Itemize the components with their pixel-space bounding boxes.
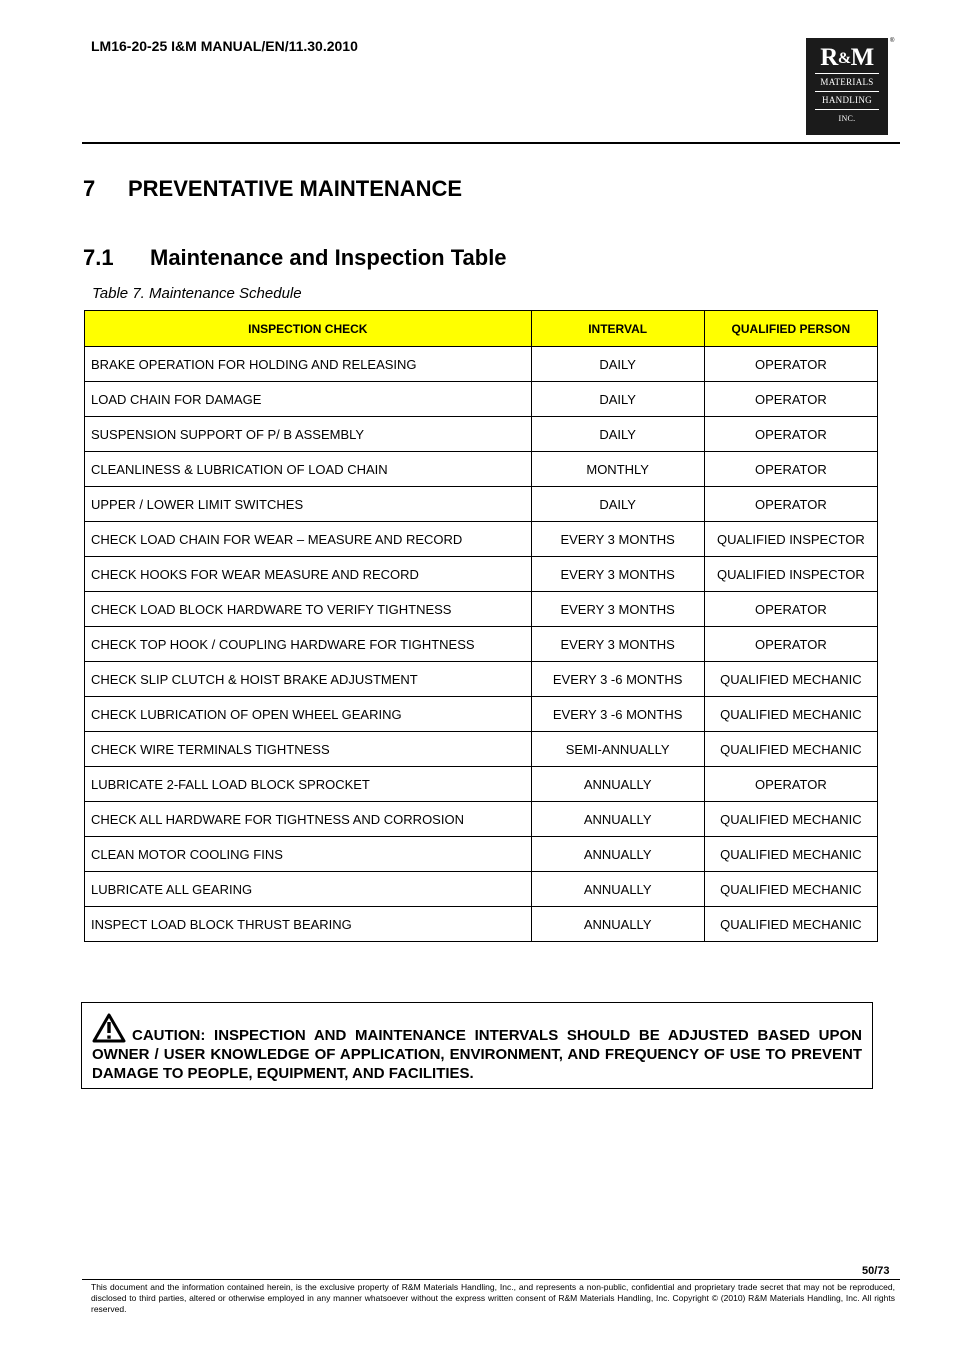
- cell-interval: DAILY: [531, 347, 704, 382]
- cell-inspection-check: CLEAN MOTOR COOLING FINS: [85, 837, 532, 872]
- table-row: [85, 347, 878, 382]
- table-row: [85, 382, 878, 417]
- cell-interval: ANNUALLY: [531, 767, 704, 802]
- header-qualified-person: QUALIFIED PERSON: [704, 311, 877, 347]
- logo-line-handling: HANDLING: [822, 95, 872, 105]
- cell-inspection-check: UPPER / LOWER LIMIT SWITCHES: [85, 487, 532, 522]
- table-row: [85, 907, 878, 942]
- cell-qualified-person: QUALIFIED MECHANIC: [704, 802, 877, 837]
- cell-inspection-check: BRAKE OPERATION FOR HOLDING AND RELEASING: [85, 347, 532, 382]
- cell-inspection-check: CHECK TOP HOOK / COUPLING HARDWARE FOR TIGHTNESS: [85, 627, 532, 662]
- logo-line-materials: MATERIALS: [820, 77, 874, 87]
- cell-interval: DAILY: [531, 382, 704, 417]
- cell-inspection-check: CHECK HOOKS FOR WEAR MEASURE AND RECORD: [85, 557, 532, 592]
- cell-qualified-person: QUALIFIED MECHANIC: [704, 697, 877, 732]
- cell-interval: EVERY 3 -6 MONTHS: [531, 662, 704, 697]
- section-number: 7: [83, 176, 96, 201]
- cell-inspection-check: INSPECT LOAD BLOCK THRUST BEARING: [85, 907, 532, 942]
- cell-qualified-person: QUALIFIED MECHANIC: [704, 907, 877, 942]
- cell-qualified-person: OPERATOR: [704, 767, 877, 802]
- cell-qualified-person: QUALIFIED MECHANIC: [704, 662, 877, 697]
- table-row: [85, 732, 878, 767]
- table-row: [85, 767, 878, 802]
- table-row: [85, 557, 878, 592]
- document-id: LM16-20-25 I&M MANUAL/EN/11.30.2010: [91, 38, 358, 54]
- cell-qualified-person: OPERATOR: [704, 382, 877, 417]
- table-row: [85, 662, 878, 697]
- cell-interval: MONTHLY: [531, 452, 704, 487]
- cell-interval: DAILY: [531, 487, 704, 522]
- table-header-row: [85, 311, 878, 347]
- table-row: [85, 452, 878, 487]
- cell-inspection-check: SUSPENSION SUPPORT OF P/ B ASSEMBLY: [85, 417, 532, 452]
- table-row: [85, 522, 878, 557]
- cell-inspection-check: CHECK SLIP CLUTCH & HOIST BRAKE ADJUSTMENT: [85, 662, 532, 697]
- table-row: [85, 837, 878, 872]
- cell-interval: ANNUALLY: [531, 837, 704, 872]
- cell-interval: ANNUALLY: [531, 872, 704, 907]
- cell-qualified-person: OPERATOR: [704, 417, 877, 452]
- cell-qualified-person: OPERATOR: [704, 592, 877, 627]
- warning-triangle-icon: [92, 1013, 126, 1043]
- cell-interval: EVERY 3 MONTHS: [531, 627, 704, 662]
- page-number: 50/73: [862, 1265, 890, 1277]
- logo-brand-r: R: [820, 44, 838, 71]
- table-row: [85, 697, 878, 732]
- table-row: [85, 487, 878, 522]
- subsection-title: Maintenance and Inspection Table: [150, 245, 507, 270]
- subsection-number: 7.1: [83, 245, 114, 270]
- table-row: [85, 627, 878, 662]
- logo-line-inc: INC.: [838, 114, 856, 123]
- cell-qualified-person: OPERATOR: [704, 627, 877, 662]
- cell-inspection-check: CHECK LUBRICATION OF OPEN WHEEL GEARING: [85, 697, 532, 732]
- cell-qualified-person: OPERATOR: [704, 487, 877, 522]
- cell-interval: ANNUALLY: [531, 907, 704, 942]
- table-caption: Table 7. Maintenance Schedule: [92, 285, 302, 302]
- cell-qualified-person: QUALIFIED MECHANIC: [704, 732, 877, 767]
- header-divider: [82, 142, 900, 144]
- cell-inspection-check: CHECK ALL HARDWARE FOR TIGHTNESS AND CORROSION: [85, 802, 532, 837]
- table-row: [85, 872, 878, 907]
- footer-divider: [82, 1279, 900, 1280]
- subsection-heading: [83, 245, 507, 271]
- table-row: [85, 802, 878, 837]
- caution-text: CAUTION: INSPECTION AND MAINTENANCE INTERVALS SHOULD BE ADJUSTED BASED UPON OWNER / USER KNOWLEDGE OF APPLICATION, ENVIRONMENT, AND FREQUENCY OF USE TO PREVENT DAMAGE TO PEOPLE, EQUIPMENT, AND FACILITIES.: [92, 1027, 862, 1082]
- cell-qualified-person: OPERATOR: [704, 347, 877, 382]
- registered-mark: ®: [890, 38, 895, 44]
- company-logo: [806, 38, 888, 135]
- cell-interval: EVERY 3 -6 MONTHS: [531, 697, 704, 732]
- cell-inspection-check: CHECK WIRE TERMINALS TIGHTNESS: [85, 732, 532, 767]
- cell-qualified-person: QUALIFIED MECHANIC: [704, 872, 877, 907]
- cell-inspection-check: CHECK LOAD BLOCK HARDWARE TO VERIFY TIGHTNESS: [85, 592, 532, 627]
- table-body: [85, 347, 878, 942]
- section-heading: [83, 176, 462, 202]
- maintenance-table: [84, 310, 878, 942]
- legal-notice: This document and the information contained herein, is the exclusive property of R&M Materials Handling, Inc., and represents a non-public, confidential and proprietary trade secret that may not be reproduced, disclosed to third parties, altered or otherwise employed in any manner whatsoever without the express written consent of R&M Materials Handling, Inc. Copyright © (2010) R&M Materials Handling, Inc. All rights reserved.: [91, 1282, 895, 1314]
- cell-interval: ANNUALLY: [531, 802, 704, 837]
- cell-inspection-check: CHECK LOAD CHAIN FOR WEAR – MEASURE AND RECORD: [85, 522, 532, 557]
- cell-interval: EVERY 3 MONTHS: [531, 592, 704, 627]
- cell-inspection-check: LUBRICATE 2-FALL LOAD BLOCK SPROCKET: [85, 767, 532, 802]
- cell-interval: DAILY: [531, 417, 704, 452]
- cell-inspection-check: LOAD CHAIN FOR DAMAGE: [85, 382, 532, 417]
- section-title: PREVENTATIVE MAINTENANCE: [128, 176, 463, 201]
- table-row: [85, 592, 878, 627]
- cell-qualified-person: QUALIFIED INSPECTOR: [704, 557, 877, 592]
- cell-interval: SEMI-ANNUALLY: [531, 732, 704, 767]
- cell-inspection-check: LUBRICATE ALL GEARING: [85, 872, 532, 907]
- logo-brand: [806, 44, 888, 73]
- cell-interval: EVERY 3 MONTHS: [531, 557, 704, 592]
- table-row: [85, 417, 878, 452]
- cell-interval: EVERY 3 MONTHS: [531, 522, 704, 557]
- header-inspection-check: INSPECTION CHECK: [85, 311, 532, 347]
- cell-qualified-person: OPERATOR: [704, 452, 877, 487]
- cell-inspection-check: CLEANLINESS & LUBRICATION OF LOAD CHAIN: [85, 452, 532, 487]
- header-interval: INTERVAL: [531, 311, 704, 347]
- caution-box: [81, 1002, 873, 1089]
- cell-qualified-person: QUALIFIED MECHANIC: [704, 837, 877, 872]
- cell-qualified-person: QUALIFIED INSPECTOR: [704, 522, 877, 557]
- logo-brand-amp: &: [837, 50, 851, 67]
- logo-brand-m: M: [850, 44, 874, 71]
